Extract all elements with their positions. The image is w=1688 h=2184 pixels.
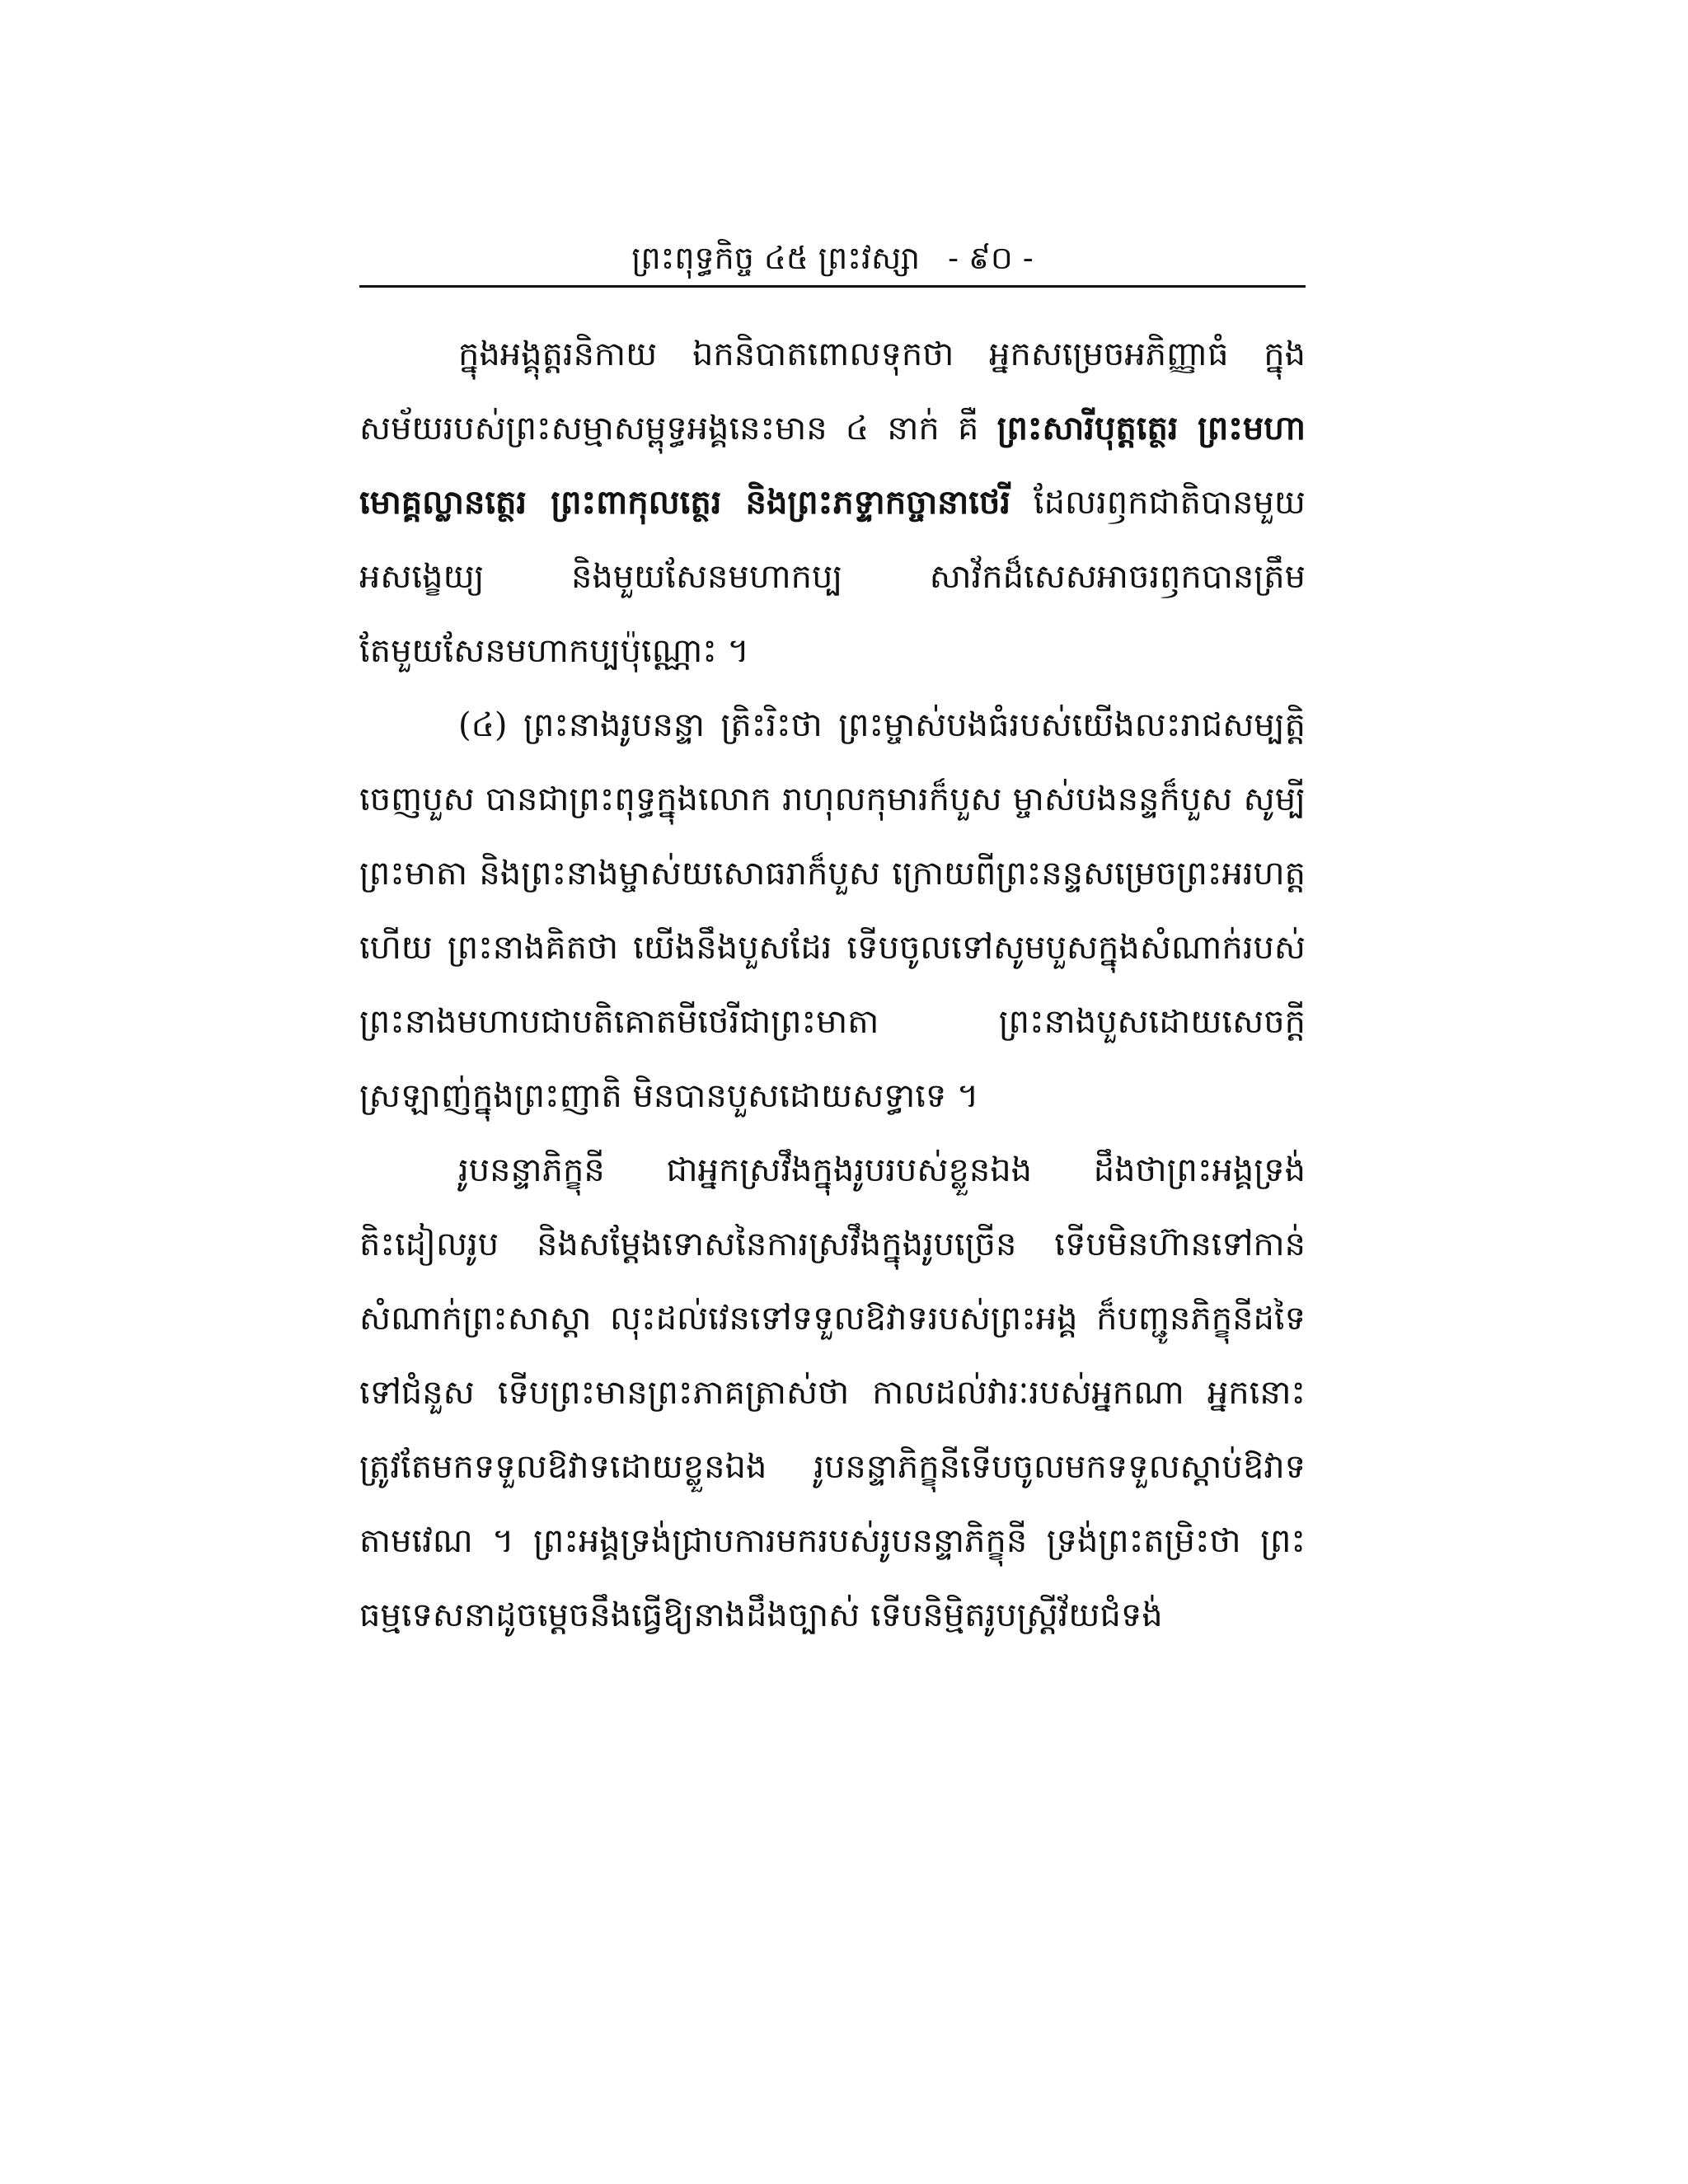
paragraph-1-bold-names: ព្រះសារីបុត្តត្ថេរ ព្រះមហាមោគ្គល្លានត្ថេរ ព្រះពាកុលត្ថេរ និងព្រះភទ្ទាកច្ចានាថេរី xyxy=(359,409,1306,522)
book-title: ព្រះពុទ្ធកិច្ច ៤៥ ព្រះវស្សា xyxy=(631,240,921,276)
header-divider xyxy=(359,285,1306,288)
page-number: - ៩០ - xyxy=(948,240,1034,276)
main-text xyxy=(359,317,1306,1652)
paragraph-1-text: ក្នុងអង្គុត្តរនិកាយ ឯកនិបាតពោលទុកថា អ្នកសម្រេចអភិញ្ញាធំ ក្នុងសម័យរបស់ព្រះសម្មាសម្ពុទ្ធអង្គនេះមាន ៤ នាក់ គឺ xyxy=(359,335,1306,448)
paragraph-3: រូបនន្ទាភិក្ខុនី ជាអ្នកស្រវឹងក្នុងរូបរបស់ខ្លួនឯង ដឹងថាព្រះអង្គទ្រង់តិះដៀលរូប និងសម្តែងទោសនៃការស្រវឹងក្នុងរូបច្រើន ទើបមិនហ៊ានទៅកាន់សំណាក់ព្រះសាស្តា លុះដល់វេនទៅទទួលឱវាទរបស់ព្រះអង្គ ក៏បញ្ជូនភិក្ខុនីដទៃទៅជំនួស ទើបព្រះមានព្រះភាគត្រាស់ថា កាលដល់វារៈរបស់អ្នកណា អ្នកនោះត្រូវតែមកទទួលឱវាទដោយខ្លួនឯង រូបនន្ទាភិក្ខុនីទើបចូលមកទទួលស្តាប់ឱវាទតាមវេណ ។ ព្រះអង្គទ្រង់ជ្រាបការមករបស់រូបនន្ទាភិក្ខុនី ទ្រង់ព្រះតម្រិះថា ព្រះធម្មទេសនាដូចម្តេចនឹងធ្វើឱ្យនាងដឹងច្បាស់ ទើបនិម្មិតរូបស្ត្រីវ័យជំទង់ xyxy=(359,1151,1306,1634)
paragraph-2: (៤) ព្រះនាងរូបនន្ទា ត្រិះរិះថា ព្រះម្ចាស់បងធំរបស់យើងលះរាជសម្បត្តិចេញបួស បានជាព្រះពុទ្ធក្នុងលោក រាហុលកុមារក៏បួស ម្ចាស់បងនន្ទក៏បួស សូម្បីព្រះមាតា និងព្រះនាងម្ចាស់យសោធរាក៏បួស ក្រោយពីព្រះនន្ទសម្រេចព្រះអរហត្តហើយ ព្រះនាងគិតថា យើងនឹងបួសដែរ ទើបចូលទៅសូមបួសក្នុងសំណាក់របស់ព្រះនាងមហាបជាបតិគោតមីថេរីជាព្រះមាតា ព្រះនាងបួសដោយសេចក្តីស្រឡាញ់ក្នុងព្រះញាតិ មិនបានបួសដោយសទ្ធាទេ ។ xyxy=(359,706,1306,1115)
paragraph-1-text-end: ដែលរឭកជាតិបានមួយអសង្ខេយ្យ និងមួយសែនមហាកប្ប សាវ័កដ៏សេសអាចរឭកបានត្រឹមតែមួយសែនមហាកប្បប៉ុណ្ណោះ ។ xyxy=(359,484,1306,670)
running-header xyxy=(359,232,1306,284)
paragraph-1 xyxy=(359,317,1306,688)
